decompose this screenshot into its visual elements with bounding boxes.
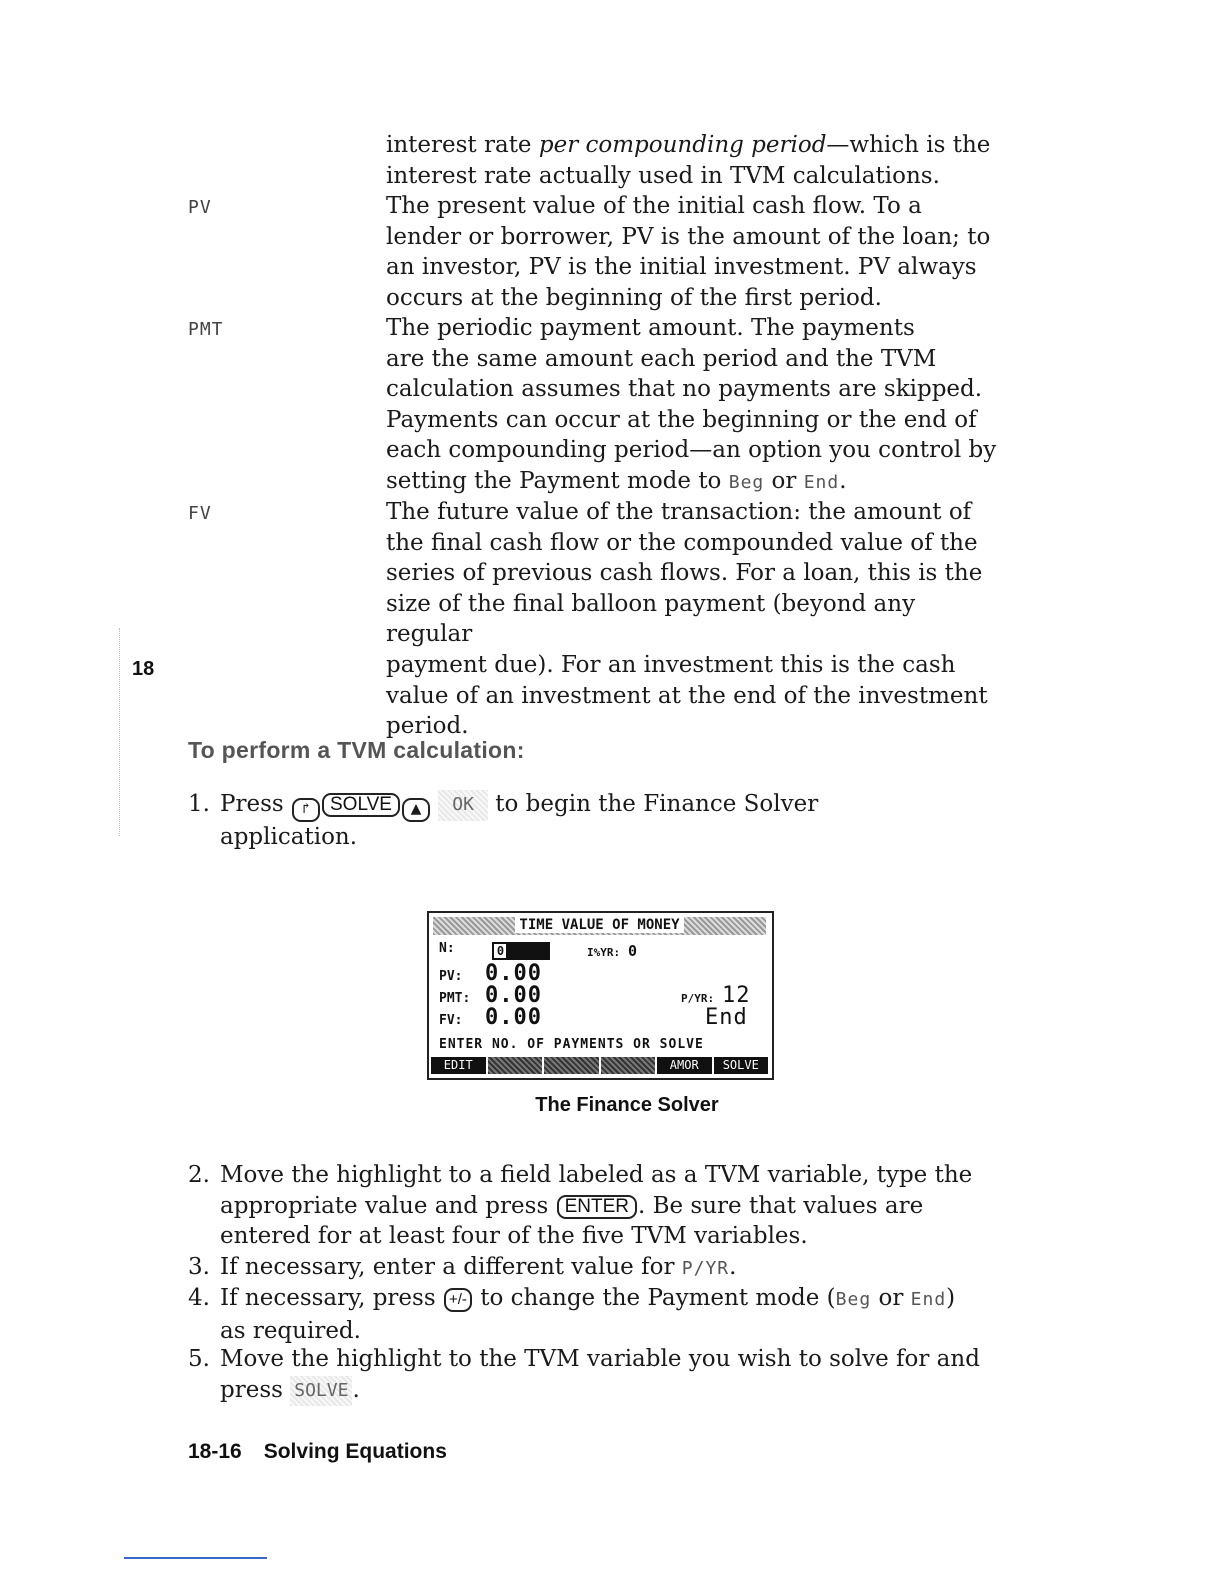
page-number: 18-16 bbox=[188, 1440, 242, 1463]
step-4: 4. If necessary, press +/- to change the Payment mode (Beg or End) as required. bbox=[188, 1285, 956, 1344]
step-5: 5. Move the highlight to the TVM variable you wish to solve for and press SOLVE . bbox=[188, 1344, 988, 1406]
chapter-tab-line bbox=[119, 628, 121, 836]
bottom-rule bbox=[124, 1557, 267, 1559]
lcd-pmt-row: PMT: 0.00 bbox=[439, 983, 542, 1008]
lcd-menu-blank bbox=[488, 1057, 543, 1074]
solve-key: SOLVE bbox=[322, 793, 400, 817]
mode-beg: Beg bbox=[835, 1289, 872, 1310]
emphasis-text: per compounding period bbox=[538, 132, 827, 158]
definition-intro: interest rate per compounding period—which is the interest rate actually used in TVM calculations. bbox=[386, 132, 991, 189]
lcd-menu-blank bbox=[544, 1057, 599, 1074]
step-2: 2. Move the highlight to a field labeled as a TVM variable, type the appropriate value and press ENTER . Be sure that values are entered for at least four of the five TVM variables. bbox=[188, 1162, 973, 1250]
lcd-n-row: N: 0 bbox=[439, 941, 550, 960]
lcd-n-field: 0 bbox=[492, 942, 550, 960]
lcd-menu-blank bbox=[601, 1057, 656, 1074]
definition-fv: The future value of the transaction: the amount of the final cash flow or the compounded value of the series of previous cash flows. For a loan, this is the size of the final balloon payment (beyond any regular payment due). For an investment this is the cash value of an investment at the end of the investment period. bbox=[386, 499, 988, 740]
lcd-menu-solve: SOLVE bbox=[714, 1057, 769, 1074]
lcd-message: ENTER NO. OF PAYMENTS OR SOLVE bbox=[439, 1037, 704, 1052]
figure-caption: The Finance Solver bbox=[535, 1094, 719, 1116]
lcd-mode-value: End bbox=[705, 1005, 748, 1030]
lcd-title-bar: TIME VALUE OF MONEY bbox=[433, 917, 766, 935]
solve-softkey: SOLVE bbox=[290, 1376, 352, 1407]
step-3: 3. If necessary, enter a different value for P/YR. bbox=[188, 1254, 737, 1280]
page-footer bbox=[188, 1440, 447, 1464]
lcd-pyr-row: P/YR: 12 bbox=[681, 983, 751, 1008]
definition-pv: The present value of the initial cash flow. To a lender or borrower, PV is the amount of the loan; to an investor, PV is the initial investment. PV always occurs at the beginning of the first period. bbox=[386, 193, 991, 311]
up-arrow-key-icon: ▲ bbox=[402, 798, 430, 822]
mode-end: End bbox=[910, 1289, 947, 1310]
term-pmt: PMT bbox=[188, 319, 224, 340]
term-fv: FV bbox=[188, 503, 212, 524]
lcd-menu-amor: AMOR bbox=[657, 1057, 712, 1074]
definition-pmt: The periodic payment amount. The payments are the same amount each period and the TVM calculation assumes that no payments are skipped. Payments can occur at the beginning or the end of each compounding period—an option you control by setting the Payment mode to Beg or End. bbox=[386, 315, 997, 494]
finance-solver-screen bbox=[427, 911, 774, 1080]
mode-end: End bbox=[803, 471, 840, 493]
lcd-menu-edit: EDIT bbox=[431, 1057, 486, 1074]
right-shift-key-icon: ↱ bbox=[292, 798, 320, 822]
chapter-title: Solving Equations bbox=[263, 1440, 447, 1463]
mode-beg: Beg bbox=[728, 471, 765, 493]
lcd-pv-row: PV: 0.00 bbox=[439, 961, 542, 986]
enter-key: ENTER bbox=[557, 1195, 637, 1219]
lcd-menu-bar bbox=[431, 1057, 768, 1074]
pyr-label: P/YR bbox=[681, 1258, 730, 1279]
term-pv: PV bbox=[188, 197, 212, 218]
ok-softkey: OK bbox=[438, 790, 488, 821]
plus-minus-key: +/- bbox=[444, 1288, 472, 1312]
lcd-fv-row: FV: 0.00 bbox=[439, 1005, 542, 1030]
lcd-iyr-row: I%YR: 0 bbox=[587, 942, 637, 960]
step-1: 1. Press ↱ SOLVE ▲ OK to begin the Finance Solver application. bbox=[188, 791, 819, 850]
section-heading: To perform a TVM calculation: bbox=[188, 737, 525, 763]
chapter-tab: 18 bbox=[132, 658, 155, 680]
